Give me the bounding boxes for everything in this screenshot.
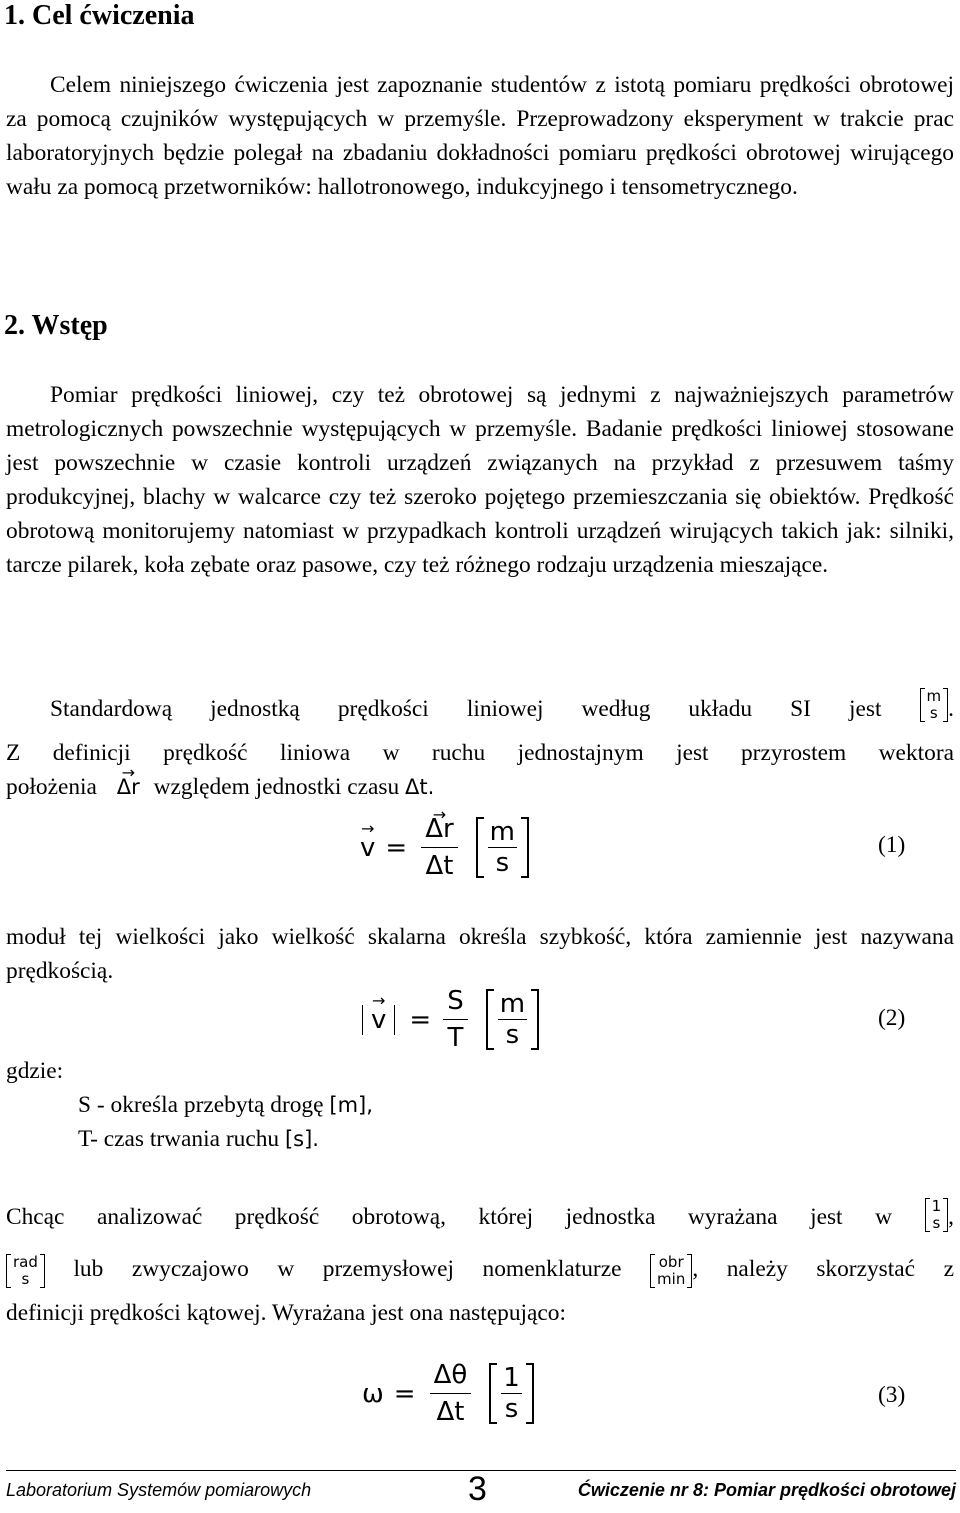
eq3-denominator: Δt <box>436 1397 465 1427</box>
equation-3 <box>362 1360 534 1427</box>
eq1-unit-bracket <box>476 817 529 878</box>
eq3-equals: = <box>393 1378 416 1409</box>
where-s-unit: [m], <box>329 1093 373 1117</box>
equation-2-number: (2) <box>878 1005 906 1031</box>
equation-1-number: (1) <box>878 832 906 858</box>
where-t-item <box>78 1122 319 1156</box>
eq2-unit-denominator: s <box>505 1020 520 1050</box>
si-unit-bracket <box>920 688 949 722</box>
delta-t-symbol: Δt. <box>405 775 435 799</box>
section-1-paragraph: Celem niniejszego ćwiczenia jest zapoznanie studentów z istotą pomiaru prędkości obrotowej za pomocą czujników występujących w przemyśle. Przeprowadzony eksperyment w trakcie prac laboratoryjnych będzie polegał na zbadaniu dokładności pomiaru prędkości obrotowej wirującego wału za pomocą przetworników: hallotronowego, indukcyjnego i tensometrycznego. <box>6 72 954 200</box>
eq2-numerator: S <box>443 986 468 1020</box>
eq3-omega: ω <box>362 1378 384 1409</box>
eq1-unit-numerator: m <box>489 817 515 847</box>
equation-1 <box>360 814 529 881</box>
p3-unit-3: obr min <box>650 1254 692 1288</box>
section-1-heading: 1. Cel ćwiczenia <box>4 0 195 31</box>
p3-unit-1: 1 s <box>925 1198 949 1232</box>
where-label: gdzie: <box>6 1058 64 1084</box>
section-2-paragraph-2: moduł tej wielkości jako wielkość skalarna określa szybkość, która zamiennie jest nazywana prędkością. <box>6 924 954 984</box>
eq1-unit-denominator: s <box>495 848 510 878</box>
footer-left: Laboratorium Systemów pomiarowych <box>6 1480 312 1500</box>
eq2-equals: = <box>409 1004 432 1035</box>
eq2-unit-numerator: m <box>499 989 526 1019</box>
p3-line-2-text-b: , należy skorzystać z <box>692 1256 954 1282</box>
eq2-denominator: T <box>447 1023 464 1053</box>
eq2-unit-bracket <box>486 989 539 1050</box>
section-2-heading: 2. Wstęp <box>4 310 108 341</box>
where-s-item <box>78 1088 373 1122</box>
eq1-numerator: Δr → <box>421 814 457 848</box>
equation-3-number: (3) <box>878 1382 906 1408</box>
si-unit-line: Standardową jednostką prędkości liniowej według układu SI jest m s . <box>50 686 954 722</box>
definition-line-1: Z definicji prędkość liniowa w ruchu jednostajnym jest przyrostem wektora <box>6 740 954 766</box>
eq2-speed-modulus: v → <box>362 1005 395 1035</box>
where-s-text: S - określa przebytą drogę <box>78 1092 324 1118</box>
eq3-unit-numerator: 1 <box>503 1363 520 1393</box>
eq2-fraction <box>443 986 468 1053</box>
si-unit-numerator: m <box>926 686 942 705</box>
eq3-fraction <box>430 1360 472 1427</box>
footer-right: Ćwiczenie nr 8: Pomiar prędkości obrotowej <box>577 1480 956 1500</box>
p3-line-3: definicji prędkości kątowej. Wyrażana jest ona następująco: <box>6 1300 566 1326</box>
si-unit-text: Standardową jednostką prędkości liniowej według układu SI jest <box>50 696 882 722</box>
si-unit-denominator: s <box>929 703 938 722</box>
delta-r-symbol: Δr → <box>117 770 140 804</box>
eq1-fraction <box>421 814 457 881</box>
p3-line-2-text-a: lub zwyczajowo w przemysłowej nomenklaturze <box>73 1256 622 1282</box>
where-t-text: T- czas trwania ruchu <box>78 1126 280 1152</box>
equation-2 <box>362 986 539 1053</box>
eq3-unit-denominator: s <box>504 1394 519 1424</box>
p3-unit-2: rad s <box>6 1254 45 1288</box>
p3-line-1: Chcąc analizować prędkość obrotową, której jednostka wyrażana jest w 1 s , <box>6 1196 954 1232</box>
eq3-unit-bracket <box>489 1363 534 1424</box>
where-t-unit: [s]. <box>284 1127 319 1151</box>
definition-text-b: względem jednostki czasu <box>153 774 400 800</box>
eq3-numerator: Δθ <box>430 1360 472 1394</box>
p3-line-2 <box>6 1252 954 1288</box>
eq1-equals: = <box>385 832 408 863</box>
page-number: 3 <box>468 1470 487 1508</box>
eq1-velocity-vector: v → <box>360 833 375 863</box>
definition-line-2 <box>6 770 434 804</box>
definition-text-a: położenia <box>6 774 97 800</box>
section-2-paragraph-1: Pomiar prędkości liniowej, czy też obrotowej są jednymi z najważniejszych parametrów metrologicznych powszechnie występujących w przemyśle. Badanie prędkości liniowej stosowane jest powszechnie w czasie kontroli urządzeń związanych na przykład z przesuwem taśmy produkcyjnej, blachy w walcarce czy też szeroko pojętego przemieszczania się obiektów. Prędkość obrotową monitorujemy natomiast w przypadkach kontroli urządzeń wirujących takich jak: silniki, tarcze pilarek, koła zębate oraz pasowe, czy też różnego rodzaju urządzenia mieszające. <box>6 382 954 578</box>
p3-line-1-text: Chcąc analizować prędkość obrotową, której jednostka wyrażana jest w <box>6 1204 893 1230</box>
eq1-denominator: Δt <box>425 851 454 881</box>
